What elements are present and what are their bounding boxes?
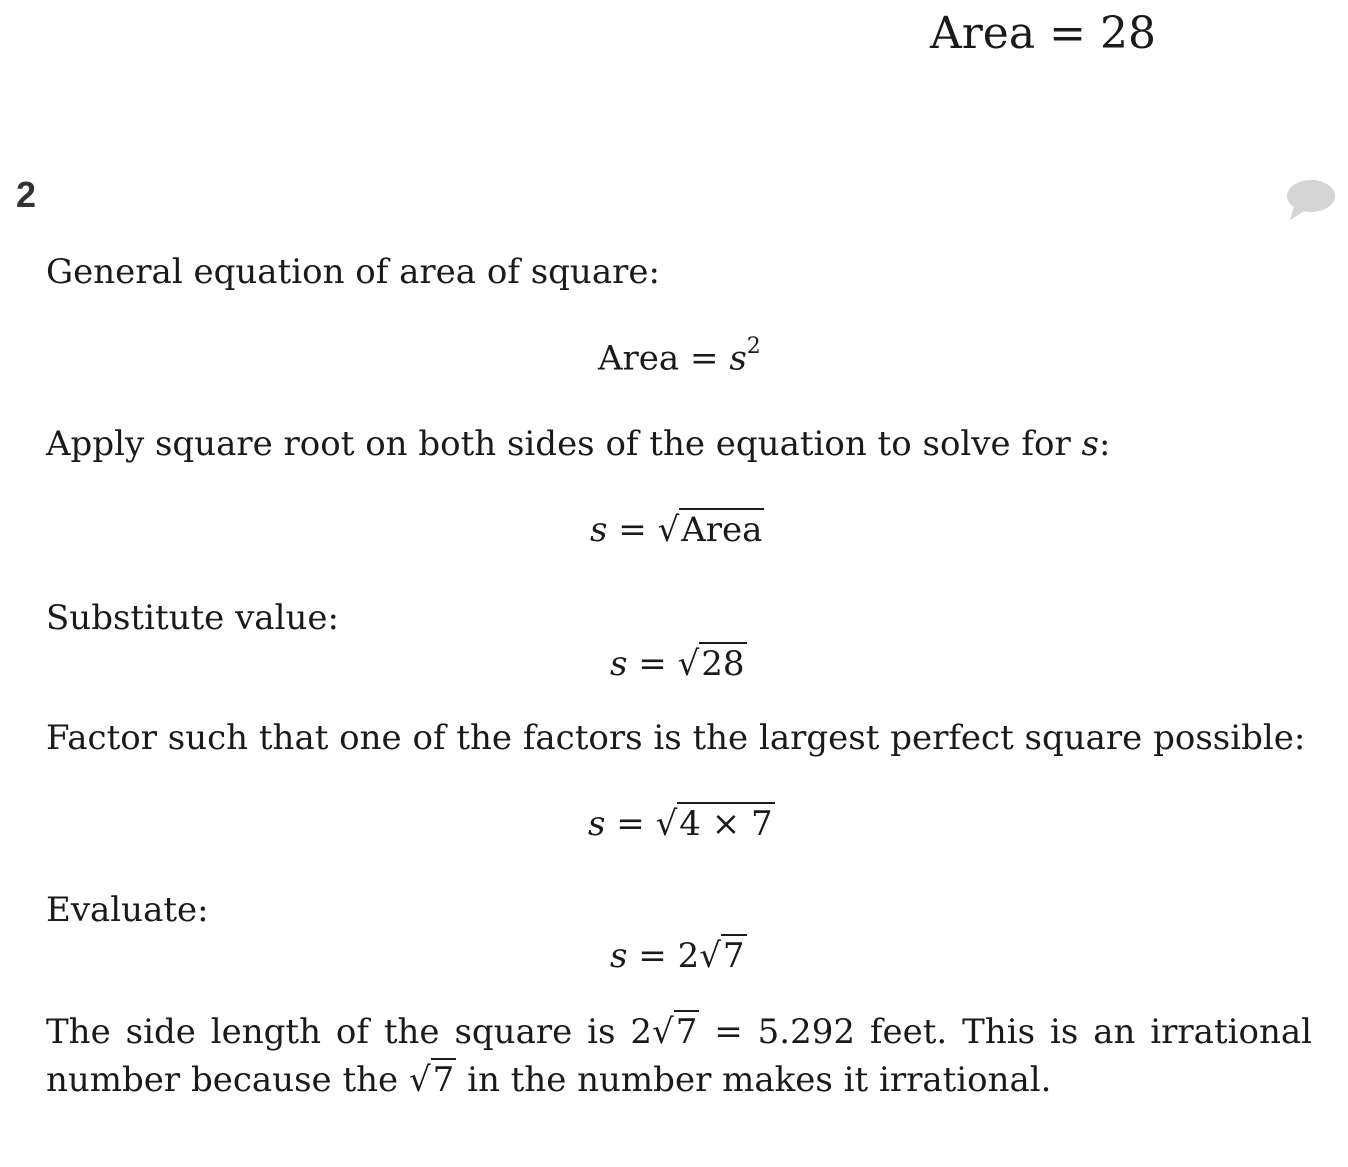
eq2-radicand: Area (681, 510, 763, 550)
sqrt-symbol: √4 × 7 (655, 804, 773, 844)
eq4-lhs: s (588, 804, 606, 844)
equation-s-sqrt-4x7 (588, 804, 775, 844)
text2-prefix: Apply square root on both sides of the equation to solve for (46, 424, 1082, 464)
conclusion-radicand: 7 (675, 1012, 698, 1052)
equation-area-formula (598, 334, 761, 379)
eq3-lhs: s (610, 644, 628, 684)
sqrt-symbol: √28 (677, 644, 745, 684)
eq5-radicand: 7 (722, 936, 745, 976)
sqrt-symbol: √7 (652, 1012, 698, 1052)
equation-s-2sqrt7 (610, 936, 747, 976)
eq4-equals: = (616, 804, 645, 844)
sqrt-symbol: √7 (408, 1060, 455, 1100)
conclusion-part1: The side length of the square is (46, 1012, 631, 1052)
eq1-lhs: Area (598, 338, 680, 379)
conclusion-coef: 2 (630, 1012, 653, 1052)
text-evaluate: Evaluate: (46, 890, 209, 930)
text-substitute-value: Substitute value: (46, 598, 339, 638)
sqrt-symbol: √7 (699, 936, 745, 976)
eq5-equals: = (638, 936, 667, 976)
conclusion-radicand2: 7 (432, 1060, 455, 1100)
eq5-coef: 2 (677, 936, 700, 976)
sqrt-symbol: √Area (657, 510, 763, 550)
top-equation-lhs: Area (930, 8, 1036, 59)
step-number: 2 (16, 174, 37, 215)
eq1-exponent: 2 (746, 334, 761, 359)
eq1-equals: = (690, 338, 719, 379)
eq2-lhs: s (590, 510, 608, 550)
conclusion-paragraph (46, 1008, 1312, 1104)
text-general-equation: General equation of area of square: (46, 252, 660, 292)
top-equation-rhs: 28 (1099, 8, 1156, 59)
text2-var: s (1081, 424, 1099, 464)
text-factor: Factor such that one of the factors is the largest perfect square possible: (46, 718, 1306, 758)
top-equation-equals: = (1049, 8, 1086, 59)
eq2-equals: = (618, 510, 647, 550)
conclusion-part2: = 5.292 feet. This is an irrational number because the (46, 1012, 1312, 1100)
eq1-base: s (729, 338, 747, 379)
eq3-radicand: 28 (701, 644, 745, 684)
text-apply-square-root (46, 424, 1110, 464)
equation-s-sqrt-area (590, 510, 764, 550)
speech-bubble-icon[interactable] (1286, 178, 1336, 222)
conclusion-part3: in the number makes it irrational. (456, 1060, 1052, 1100)
equation-s-sqrt-28 (610, 644, 747, 684)
eq4-radicand: 4 × 7 (679, 804, 773, 844)
top-equation (930, 8, 1156, 59)
eq5-lhs: s (610, 936, 628, 976)
eq3-equals: = (638, 644, 667, 684)
text2-suffix: : (1099, 424, 1111, 464)
